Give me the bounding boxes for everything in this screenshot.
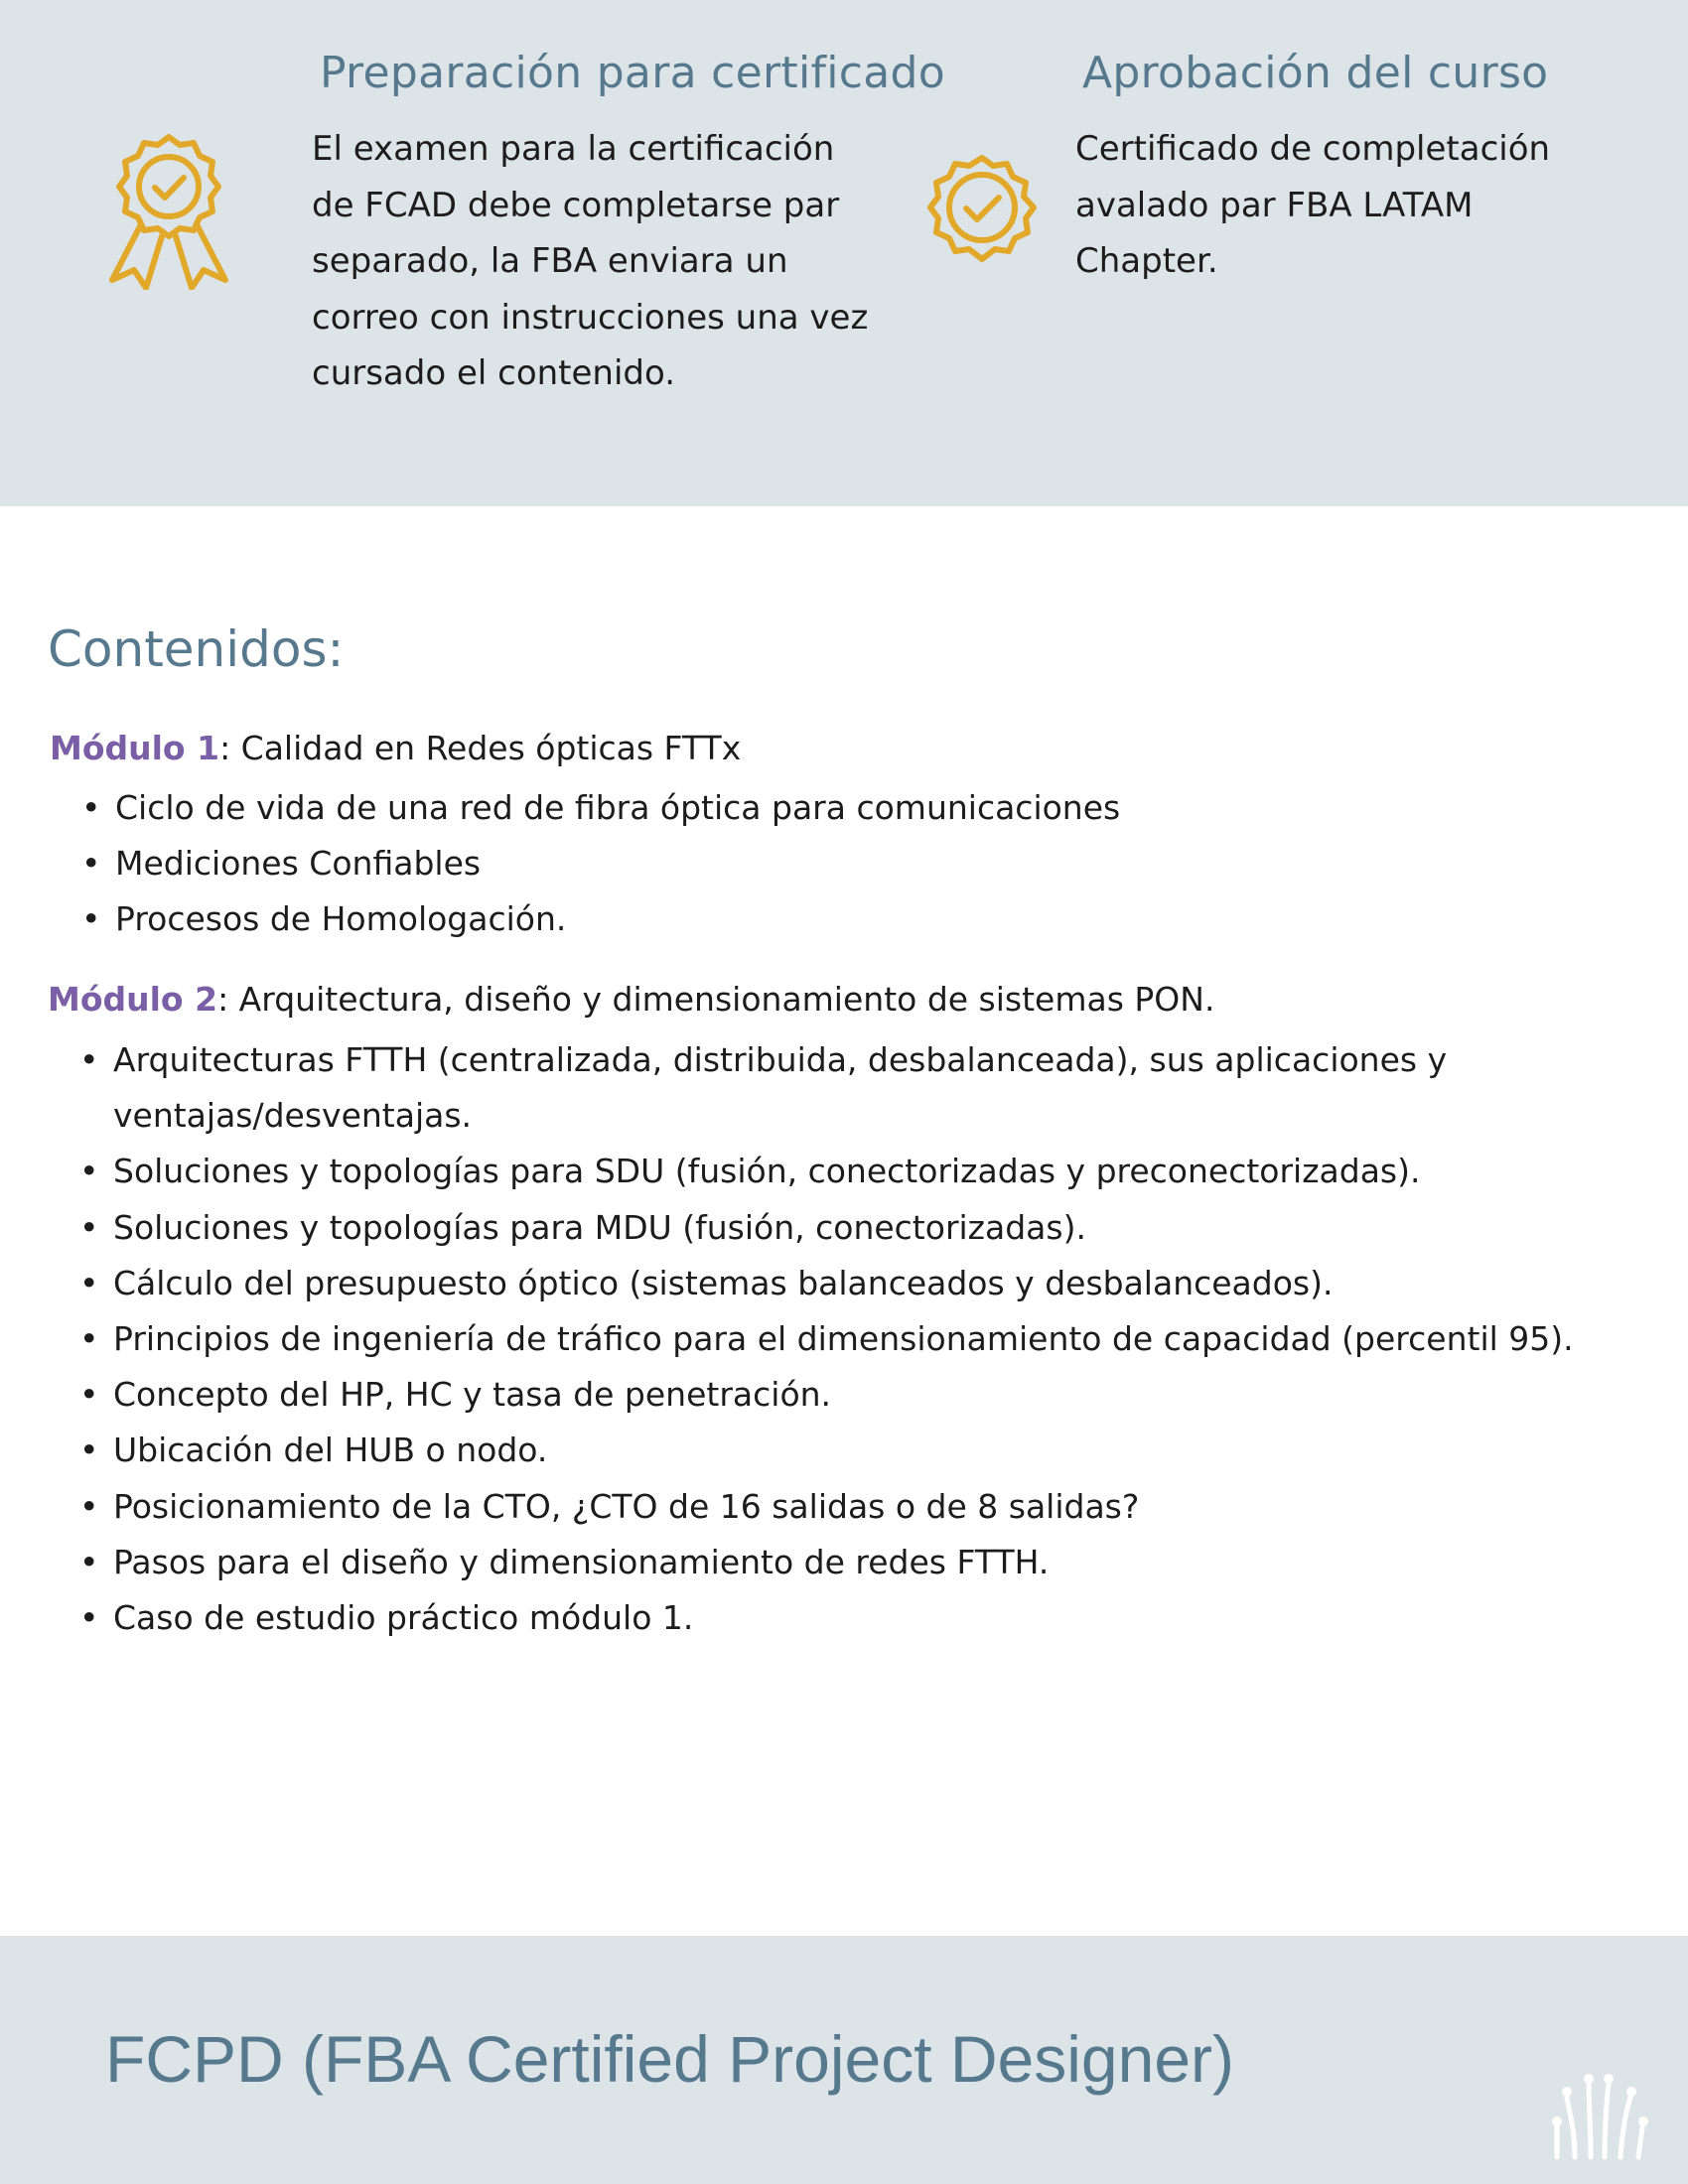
module-1-title: : Calidad en Redes ópticas FTTx [219,729,742,767]
list-item [79,1590,1574,1646]
topic-text: Soluciones y topologías para SDU (fusión, conectorizadas y preconectorizadas). [113,1152,1421,1191]
fba-fiber-logo-icon [1547,2070,1658,2166]
preparation-text-line: correo con instrucciones una vez [312,297,869,338]
topic-text: Mediciones Confiables [115,844,482,884]
list-item [79,1311,1574,1367]
preparation-text [312,121,868,402]
topic-text: Principios de ingeniería de tráfico para el dimensionamiento de capacidad (percentil 95). [113,1319,1574,1359]
verified-badge-icon [920,146,1044,274]
list-item [79,1256,1574,1311]
topic-text: Procesos de Homologación. [115,899,567,939]
module-2-heading [48,980,1214,1019]
topic-text: Concepto del HP, HC y tasa de penetración. [113,1375,832,1415]
module-2-title: : Arquitectura, diseño y dimensionamiento de sistemas PON. [217,980,1215,1019]
approval-title: Aprobación del curso [1082,48,1549,98]
preparation-text-line: cursado el contenido. [312,353,676,393]
topic-text: Pasos para el diseño y dimensionamiento de redes FTTH. [113,1542,1050,1581]
topic-text: Cálculo del presupuesto óptico (sistemas balanceados y desbalanceados). [113,1263,1334,1302]
list-item [79,1367,1574,1423]
list-item [79,1535,1574,1590]
module-1-heading [50,729,741,767]
certificate-band [0,0,1688,506]
list-item [79,1479,1574,1535]
preparation-title: Preparación para certificado [320,48,945,98]
topic-text: • Arquitecturas FTTH (centralizada, distribuida, desbalanceada), sus aplicaciones y [113,1040,1448,1079]
list-item [79,1200,1574,1256]
preparation-text-line: de FCAD debe completarse par [312,185,840,225]
approval-text-line: Chapter. [1075,241,1218,281]
topic-text: Posicionamiento de la CTO, ¿CTO de 16 salidas o de 8 salidas? [113,1486,1140,1526]
award-ribbon-icon [104,131,233,295]
topic-text: Ciclo de vida de una red de fibra óptica para comunicaciones [115,788,1121,827]
preparation-text-line: El examen para la certificación [312,129,835,169]
list-item [79,1032,1574,1144]
approval-text-line: Certificado de completación [1075,129,1551,169]
module-1-topics [81,780,1120,948]
approval-text [1075,121,1550,290]
list-item [79,1144,1574,1199]
module-2-label: Módulo 2 [48,980,218,1019]
footer-title: FCPD (FBA Certified Project Designer) [105,2022,1234,2096]
preparation-text-line: separado, la FBA enviara un [312,241,788,281]
list-item [79,1423,1574,1478]
topic-text: Ubicación del HUB o nodo. [113,1431,548,1470]
topic-text: Caso de estudio práctico módulo 1. [113,1598,694,1638]
contents-heading: Contenidos: [48,620,345,678]
module-2-topics [79,1032,1574,1646]
list-item [81,836,1120,891]
topic-text: Soluciones y topologías para MDU (fusión, conectorizadas). [113,1207,1086,1247]
topic-text-continuation: ventajas/desventajas. [113,1096,473,1136]
module-1-label: Módulo 1 [50,729,220,767]
list-item [81,891,1120,947]
list-item [81,780,1120,836]
approval-text-line: avalado par FBA LATAM [1075,185,1474,225]
